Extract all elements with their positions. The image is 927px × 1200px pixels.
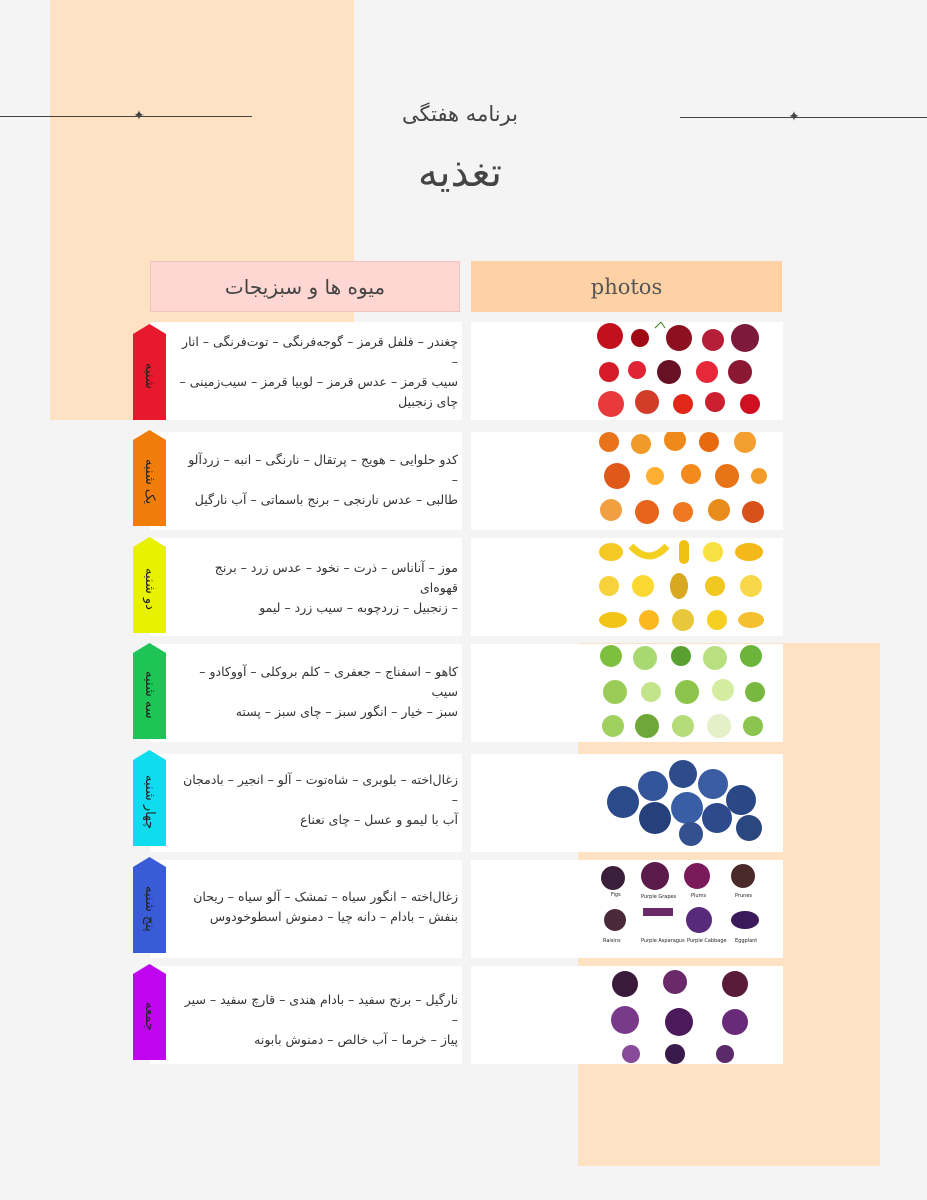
foods-line: چای زنجبیل [398, 394, 458, 409]
day-label: چهار شنبه [142, 774, 157, 830]
foods-list [178, 662, 458, 722]
day-label: پنج شنبه [142, 886, 157, 932]
decorative-line-left [0, 116, 252, 117]
foods-list [178, 450, 458, 510]
red-fruits-photo [595, 322, 771, 420]
foods-line: زغال‌اخته – بلوبری – شاه‌توت – آلو – انجیر – بادمجان – [183, 772, 458, 807]
photo-cell [471, 966, 783, 1064]
yellow-fruits-photo [595, 538, 771, 636]
caption: Raisins [603, 938, 621, 944]
green-fruits-photo [595, 644, 771, 742]
day-tag [133, 537, 166, 633]
day-tag [133, 857, 166, 953]
foods-line: نارگیل – برنج سفید – بادام هندی – قارچ سفید – سیر – [184, 992, 458, 1027]
caption: Purple Grapes [641, 894, 677, 900]
day-label: جمعه [142, 1001, 157, 1031]
caption: Plums [691, 893, 707, 899]
day-label: سه شنبه [142, 671, 157, 719]
day-tag [133, 750, 166, 846]
foods-line: طالبی – عدس نارنجی – برنج باسماتی – آب نارگیل [194, 492, 458, 507]
foods-line: کدو حلوایی – هویج – پرتقال – نارنگی – انبه – زردآلو – [188, 452, 458, 487]
foods-line: موز – آناناس – ذرت – نخود – عدس زرد – برنج قهوه‌ای [214, 560, 458, 595]
purple-foods-photo [595, 860, 771, 958]
foods-line: زغال‌اخته – انگور سیاه – تمشک – آلو سیاه – ریحان [193, 889, 458, 904]
decorative-line-right [680, 117, 927, 118]
foods-list [178, 332, 458, 412]
orange-fruits-photo [595, 432, 771, 530]
foods-line: سیب قرمز – عدس قرمز – لوبیا قرمز – سیب‌زمینی – [179, 374, 458, 389]
foods-line: سبز – خیار – انگور سبز – چای سبز – پسته [235, 704, 458, 719]
foods-line: آب با لیمو و عسل – چای نعناع [300, 812, 458, 827]
day-tag [133, 643, 166, 739]
day-tag [133, 964, 166, 1060]
foods-line: پیاز – خرما – آب خالص – دمنوش بابونه [254, 1032, 458, 1047]
foods-list [178, 558, 458, 618]
caption: Figs [611, 892, 621, 898]
day-tag [133, 430, 166, 526]
day-label: یک شنبه [142, 459, 157, 505]
photo-cell [471, 644, 783, 742]
blueberries-photo [595, 754, 771, 852]
foods-line: – زنجبیل – زردچوبه – سیب زرد – لیمو [259, 600, 458, 615]
day-label: شنبه [142, 363, 157, 389]
photo-cell [471, 754, 783, 852]
foods-line: کاهو – اسفناج – جعفری – کلم بروکلی – آووکادو – سیب [199, 664, 458, 699]
photo-cell [471, 432, 783, 530]
foods-list [178, 990, 458, 1050]
photo-cell [471, 322, 783, 420]
column-header-photos: photos [471, 261, 782, 312]
purple-vegetables-photo [595, 966, 771, 1064]
sparkle-icon: ✦ [788, 109, 800, 125]
page-title: تغذیه [417, 150, 502, 196]
column-header-fruits: میوه ها و سبزیجات [150, 261, 460, 312]
caption: Prunes [735, 893, 753, 899]
sparkle-icon: ✦ [133, 108, 145, 124]
page-subtitle: برنامه هفتگی [402, 102, 518, 126]
caption: Purple Cabbage [687, 938, 727, 944]
photo-cell [471, 860, 783, 958]
day-tag [133, 324, 166, 420]
caption: Purple Asparagus [641, 938, 685, 944]
photo-cell [471, 538, 783, 636]
foods-line: بنفش – بادام – دانه چیا – دمنوش اسطوخودوس [209, 909, 458, 924]
foods-list [178, 887, 458, 927]
foods-line: چغندر – فلفل قرمز – گوجه‌فرنگی – توت‌فرنگی – انار – [182, 334, 458, 369]
foods-list [178, 770, 458, 830]
caption: Eggplant [735, 938, 758, 944]
day-label: دو شنبه [142, 568, 157, 610]
